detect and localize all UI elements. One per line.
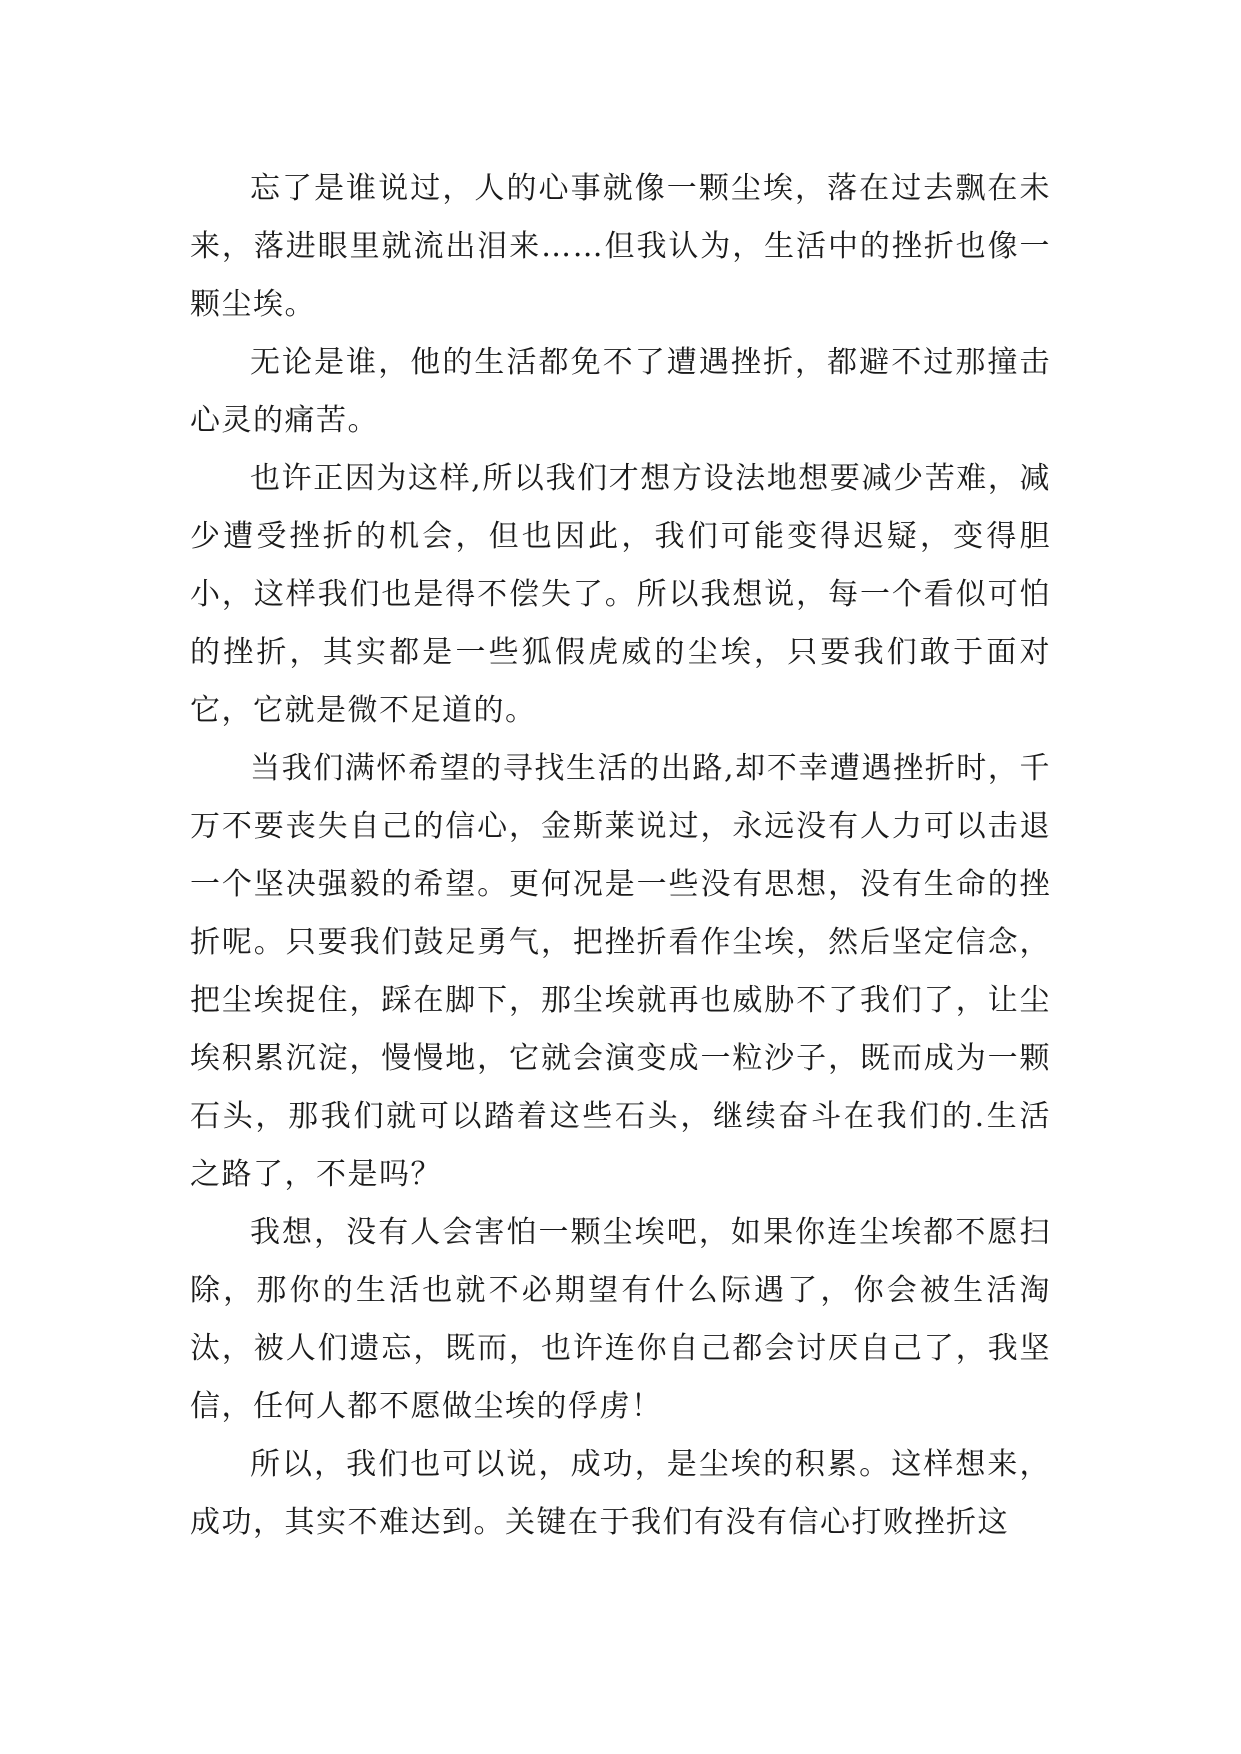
paragraph-2: 无论是谁，他的生活都免不了遭遇挫折，都避不过那撞击心灵的痛苦。 (190, 345, 1051, 438)
paragraph-3: 也许正因为这样,所以我们才想方设法地想要减少苦难，减少遭受挫折的机会，但也因此，我们可能变得迟疑，变得胆小，这样我们也是得不偿失了。所以我想说，每一个看似可怕的挫折，其实都是一些狐假虎威的尘埃，只要我们敢于面对它，它就是微不足道的。 (190, 461, 1051, 728)
document-body (190, 160, 1051, 1552)
paragraph-4: 当我们满怀希望的寻找生活的出路,却不幸遭遇挫折时，千万不要丧失自己的信心，金斯莱说过，永远没有人力可以击退一个坚决强毅的希望。更何况是一些没有思想，没有生命的挫折呢。只要我们鼓足勇气，把挫折看作尘埃，然后坚定信念，把尘埃捉住，踩在脚下，那尘埃就再也威胁不了我们了，让尘埃积累沉淀，慢慢地，它就会演变成一粒沙子，既而成为一颗石头，那我们就可以踏着这些石头，继续奋斗在我们的.生活之路了，不是吗？ (190, 751, 1051, 1192)
paragraph-5: 我想，没有人会害怕一颗尘埃吧，如果你连尘埃都不愿扫除，那你的生活也就不必期望有什么际遇了，你会被生活淘汰，被人们遗忘，既而，也许连你自己都会讨厌自己了，我坚信，任何人都不愿做尘埃的俘虏！ (190, 1215, 1051, 1424)
paragraph-1: 忘了是谁说过，人的心事就像一颗尘埃，落在过去飘在未来，落进眼里就流出泪来……但我认为，生活中的挫折也像一颗尘埃。 (190, 171, 1051, 322)
paragraph-6: 所以，我们也可以说，成功，是尘埃的积累。这样想来，成功，其实不难达到。关键在于我们有没有信心打败挫折这 (190, 1447, 1051, 1540)
